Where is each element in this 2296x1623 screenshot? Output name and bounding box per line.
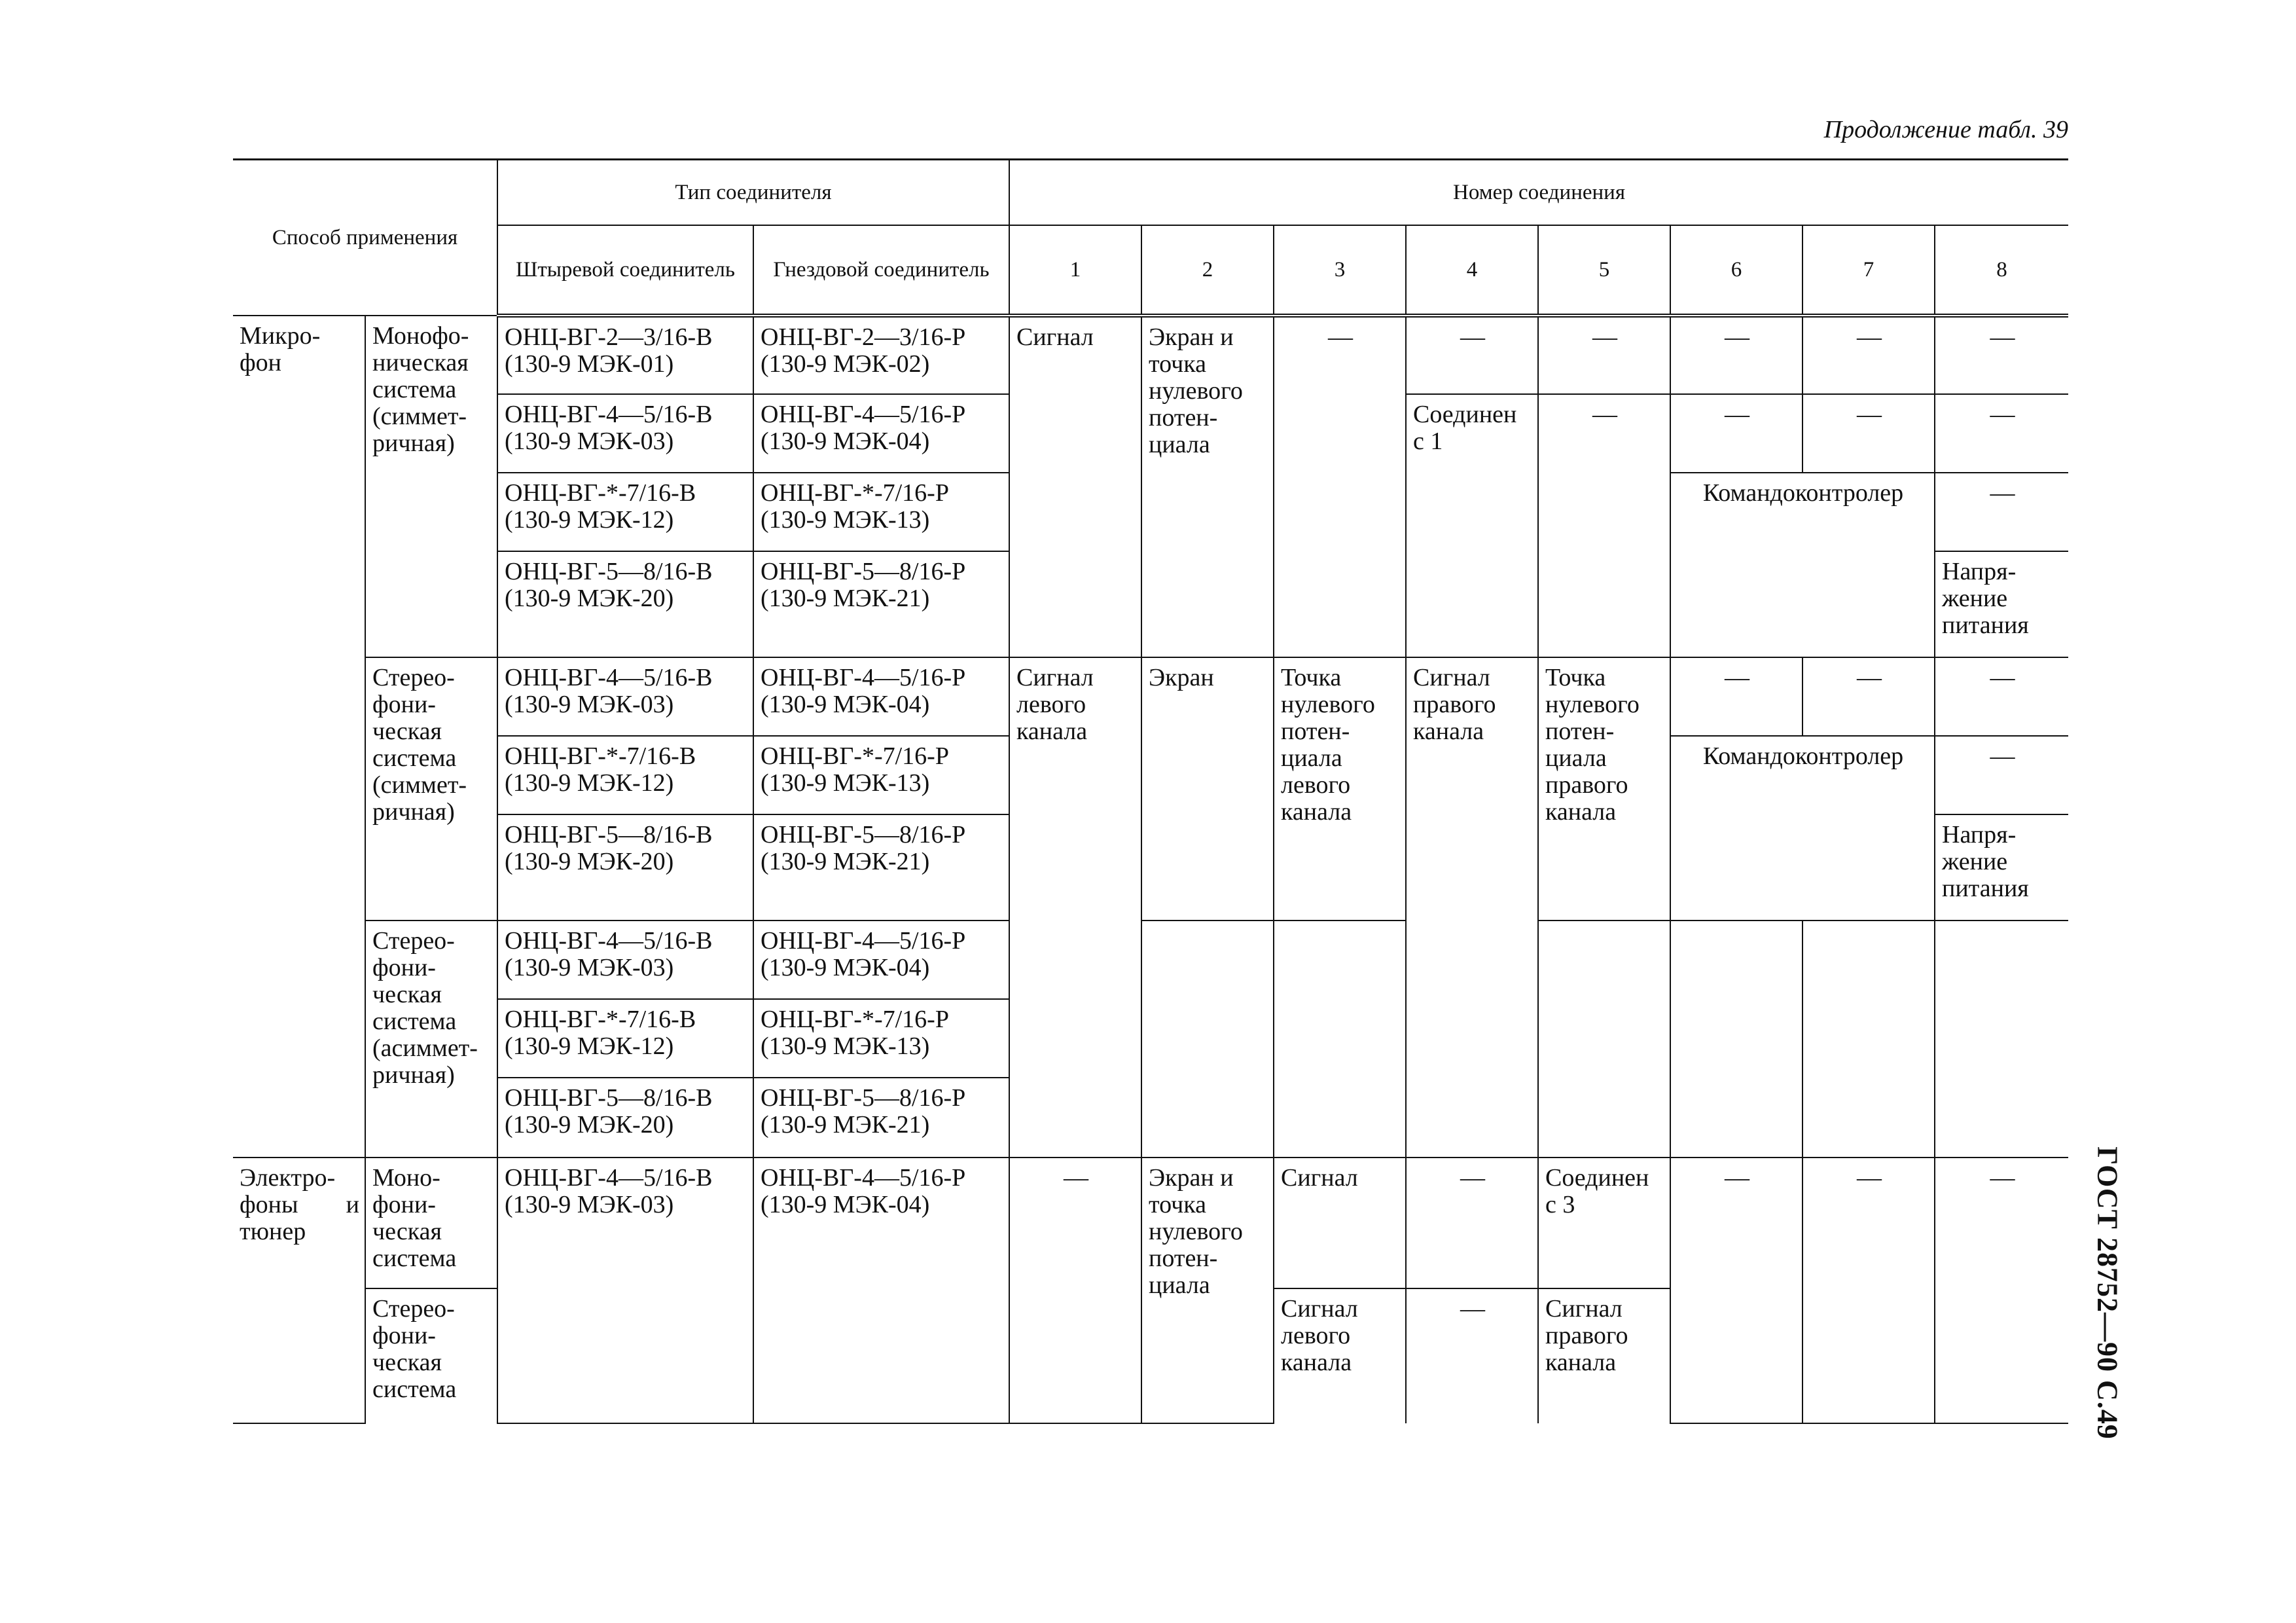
header-connection-number: Номер соединения — [1009, 160, 2068, 225]
table-caption: Продолжение табл. 39 — [1823, 116, 2068, 143]
cell-supply: Напря-жение питания — [1935, 551, 2068, 657]
cell-signal: Сигнал — [1274, 1158, 1406, 1288]
system-stereo-asym: Стерео-фони-ческая система (асиммет-ричная) — [365, 921, 497, 1158]
group-electrophones: Электро-фоны и тюнер — [233, 1158, 365, 1423]
pin-code: ОНЦ-ВГ-4—5/16-В (130-9 МЭК-03) — [497, 394, 753, 473]
socket-code: ОНЦ-ВГ-2—3/16-Р (130-9 МЭК-02) — [753, 316, 1009, 394]
cell-supply: Напря-жение питания — [1935, 814, 2068, 921]
header-number-4: 4 — [1406, 225, 1538, 316]
cell-dash: — — [1009, 1158, 1141, 1423]
socket-code: ОНЦ-ВГ-*-7/16-Р (130-9 МЭК-13) — [753, 736, 1009, 814]
cell-dash: — — [1935, 1158, 2068, 1423]
pin-code: ОНЦ-ВГ-4—5/16-В (130-9 МЭК-03) — [497, 657, 753, 736]
system-stereo-sym: Стерео-фони-ческая система (симмет-ричная) — [365, 657, 497, 921]
pin-code: ОНЦ-ВГ-*-7/16-В (130-9 МЭК-12) — [497, 736, 753, 814]
header-number-7: 7 — [1803, 225, 1935, 316]
cell-dash: — — [1803, 657, 1935, 736]
pin-code: ОНЦ-ВГ-*-7/16-В (130-9 МЭК-12) — [497, 999, 753, 1078]
cell-signal-right: Сигнал правого канала — [1406, 657, 1538, 1158]
system-mono: Моно-фони-ческая система — [365, 1158, 497, 1288]
connector-table — [233, 158, 2068, 1424]
pin-code: ОНЦ-ВГ-*-7/16-В (130-9 МЭК-12) — [497, 473, 753, 551]
cell-dash: — — [1406, 1288, 1538, 1423]
cell-dash: — — [1935, 657, 2068, 736]
socket-code: ОНЦ-ВГ-4—5/16-Р (130-9 МЭК-04) — [753, 394, 1009, 473]
cell-screen: Экран — [1141, 657, 1274, 921]
cell-dash: — — [1670, 1158, 1803, 1423]
cell-empty — [1670, 921, 1803, 1158]
pin-code: ОНЦ-ВГ-5—8/16-В (130-9 МЭК-20) — [497, 1078, 753, 1158]
cell-empty — [1274, 921, 1406, 1158]
cell-screen-zero: Экран и точка нулевого потен-циала — [1141, 316, 1274, 657]
cell-commander: Командоконтролер — [1670, 473, 1935, 657]
document-code — [2091, 1146, 2124, 1440]
cell-dash: — — [1670, 316, 1803, 394]
pin-code: ОНЦ-ВГ-5—8/16-В (130-9 МЭК-20) — [497, 551, 753, 657]
header-socket-connector: Гнездовой соединитель — [753, 225, 1009, 316]
socket-code: ОНЦ-ВГ-5—8/16-Р (130-9 МЭК-21) — [753, 551, 1009, 657]
pin-code: ОНЦ-ВГ-4—5/16-В (130-9 МЭК-03) — [497, 921, 753, 999]
pin-code: ОНЦ-ВГ-2—3/16-В (130-9 МЭК-01) — [497, 316, 753, 394]
cell-screen-zero: Экран и точка нулевого потен-циала — [1141, 1158, 1274, 1423]
socket-code: ОНЦ-ВГ-*-7/16-Р (130-9 МЭК-13) — [753, 999, 1009, 1078]
cell-dash: — — [1935, 316, 2068, 394]
socket-code: ОНЦ-ВГ-4—5/16-Р (130-9 МЭК-04) — [753, 921, 1009, 999]
cell-dash: — — [1538, 316, 1670, 394]
cell-dash: — — [1803, 394, 1935, 473]
cell-signal-right: Сигнал правого канала — [1538, 1288, 1670, 1423]
system-stereo: Стерео-фони-ческая система — [365, 1288, 497, 1423]
socket-code: ОНЦ-ВГ-5—8/16-Р (130-9 МЭК-21) — [753, 814, 1009, 921]
header-number-3: 3 — [1274, 225, 1406, 316]
cell-connected-1: Соединен с 1 — [1406, 394, 1538, 657]
cell-dash: — — [1803, 1158, 1935, 1423]
header-connector-type: Тип соединителя — [497, 160, 1009, 225]
cell-dash: — — [1538, 394, 1670, 657]
system-mono-sym: Монофо-ническая система (симмет-ричная) — [365, 316, 497, 657]
header-pin-connector: Штыревой соединитель — [497, 225, 753, 316]
cell-signal: Сигнал — [1009, 316, 1141, 657]
pin-code: ОНЦ-ВГ-5—8/16-В (130-9 МЭК-20) — [497, 814, 753, 921]
cell-dash: — — [1406, 316, 1538, 394]
header-number-6: 6 — [1670, 225, 1803, 316]
document-code-text: ГОСТ 28752—90 С.49 — [2091, 1146, 2124, 1440]
cell-zero-right: Точка нулевого потен-циала правого канала — [1538, 657, 1670, 921]
header-number-8: 8 — [1935, 225, 2068, 316]
group-microphone: Микро-фон — [233, 316, 365, 1158]
header-number-5: 5 — [1538, 225, 1670, 316]
cell-dash: — — [1406, 1158, 1538, 1288]
header-number-1: 1 — [1009, 225, 1141, 316]
cell-zero-left: Точка нулевого потен-циала левого канала — [1274, 657, 1406, 921]
header-number-2: 2 — [1141, 225, 1274, 316]
cell-empty — [1538, 921, 1670, 1158]
cell-dash: — — [1935, 473, 2068, 551]
cell-connected-3: Соединен с 3 — [1538, 1158, 1670, 1288]
socket-code: ОНЦ-ВГ-*-7/16-Р (130-9 МЭК-13) — [753, 473, 1009, 551]
cell-dash: — — [1935, 394, 2068, 473]
cell-signal-left: Сигнал левого канала — [1274, 1288, 1406, 1423]
cell-dash: — — [1670, 657, 1803, 736]
cell-dash: — — [1803, 316, 1935, 394]
cell-dash: — — [1274, 316, 1406, 657]
cell-signal-left: Сигнал левого канала — [1009, 657, 1141, 1158]
cell-empty — [1803, 921, 1935, 1158]
cell-empty — [1935, 921, 2068, 1158]
socket-code: ОНЦ-ВГ-5—8/16-Р (130-9 МЭК-21) — [753, 1078, 1009, 1158]
cell-commander: Командоконтролер — [1670, 736, 1935, 921]
pin-code: ОНЦ-ВГ-4—5/16-В (130-9 МЭК-03) — [497, 1158, 753, 1423]
header-method: Способ применения — [233, 160, 497, 316]
cell-dash: — — [1935, 736, 2068, 814]
socket-code: ОНЦ-ВГ-4—5/16-Р (130-9 МЭК-04) — [753, 657, 1009, 736]
cell-dash: — — [1670, 394, 1803, 473]
cell-empty — [1141, 921, 1274, 1158]
socket-code: ОНЦ-ВГ-4—5/16-Р (130-9 МЭК-04) — [753, 1158, 1009, 1423]
